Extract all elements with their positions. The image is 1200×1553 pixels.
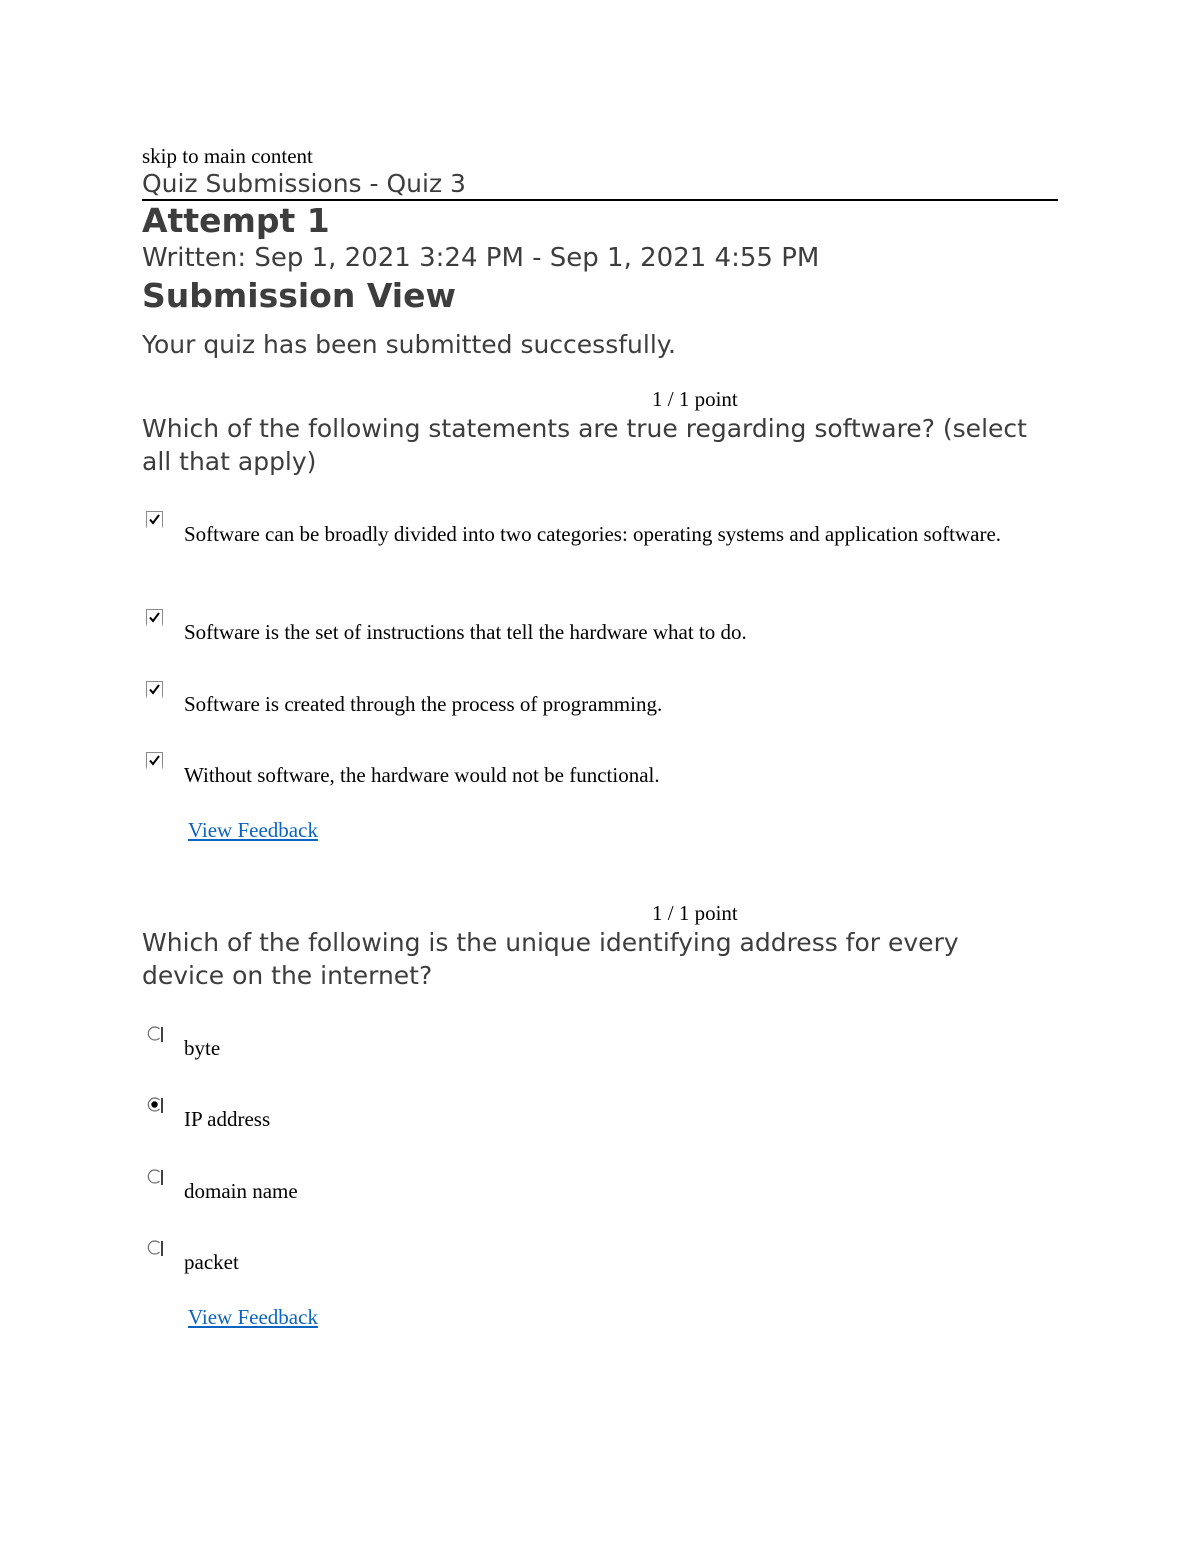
answer-text: domain name — [184, 1179, 298, 1203]
selected-radio-button-icon[interactable] — [145, 1095, 165, 1115]
answer-text: packet — [184, 1250, 239, 1274]
question-1-text: Which of the following statements are true regarding software? (select all that apply) — [142, 414, 1027, 476]
question-2-text: Which of the following is the unique identifying address for every device on the internet? — [142, 928, 959, 990]
submission-view-heading: Submission View — [142, 276, 456, 315]
question-2-points: 1 / 1 point — [652, 901, 738, 925]
question-1-points: 1 / 1 point — [652, 387, 738, 411]
answer-text: IP address — [184, 1107, 271, 1131]
answer-text: Software can be broadly divided into two categories: operating systems and application software. — [184, 522, 1002, 546]
attempt-heading: Attempt 1 — [142, 201, 330, 240]
page-title: Quiz Submissions - Quiz 3 — [142, 168, 1058, 201]
answer-text: Without software, the hardware would not be functional. — [184, 763, 660, 787]
radio-button-icon[interactable] — [145, 1238, 165, 1258]
answer-text: byte — [184, 1036, 221, 1060]
checked-checkbox-icon[interactable] — [145, 751, 165, 771]
radio-button-icon[interactable] — [145, 1024, 165, 1044]
answer-text: Software is created through the process of programming. — [184, 692, 663, 716]
view-feedback-link[interactable]: View Feedback — [188, 1305, 318, 1329]
radio-button-icon[interactable] — [145, 1167, 165, 1187]
checked-checkbox-icon[interactable] — [145, 680, 165, 700]
checked-checkbox-icon[interactable] — [145, 608, 165, 628]
skip-to-main-content-link[interactable]: skip to main content — [142, 144, 313, 168]
success-message: Your quiz has been submitted successfully. — [142, 330, 676, 359]
answer-text: Software is the set of instructions that tell the hardware what to do. — [184, 620, 747, 644]
view-feedback-link[interactable]: View Feedback — [188, 818, 318, 842]
checked-checkbox-icon[interactable] — [145, 510, 165, 530]
written-timestamp: Written: Sep 1, 2021 3:24 PM - Sep 1, 2021 4:55 PM — [142, 243, 820, 273]
